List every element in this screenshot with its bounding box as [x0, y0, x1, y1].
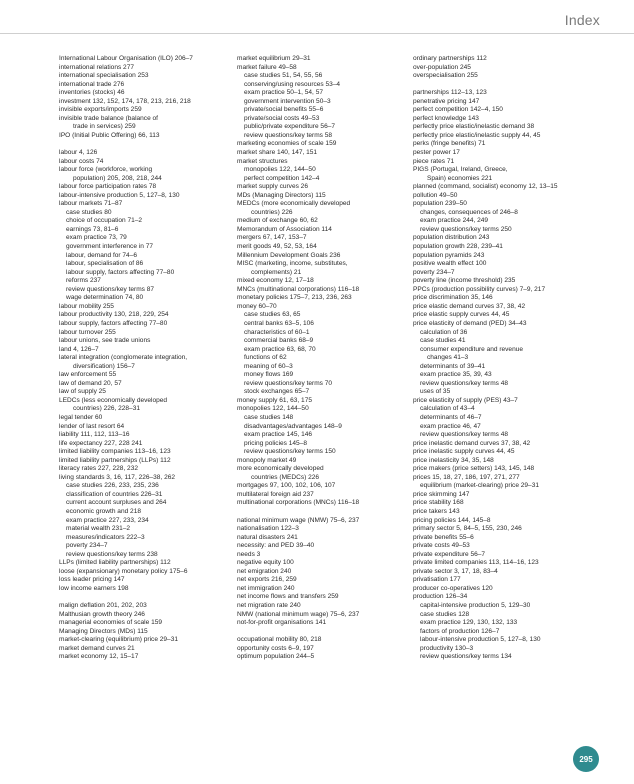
index-entry: limited liability companies 113–16, 123 — [59, 448, 171, 456]
index-entry: nationalisation 122–3 — [237, 525, 299, 533]
index-entry: price inelastic demand curves 37, 38, 42 — [413, 439, 531, 447]
index-entry: market equilibrium 29–31 — [237, 55, 311, 62]
index-entry: not-for-profit organisations 141 — [237, 619, 327, 627]
index-subentry: exam practice 35, 39, 43 — [420, 371, 492, 379]
index-subentry: classification of countries 226–31 — [66, 490, 163, 498]
index-subentry: capital-intensive production 5, 129–30 — [420, 602, 531, 609]
index-subentry: earnings 73, 81–6 — [66, 225, 119, 233]
index-subentry: material wealth 231–2 — [66, 525, 131, 533]
index-subentry: public/private expenditure 56–7 — [244, 123, 335, 131]
index-subentry: changes 41–3 — [427, 354, 469, 362]
index-subentry: exam practice 244, 249 — [420, 217, 489, 225]
index-subentry: wage determination 74, 80 — [66, 294, 144, 302]
index-column-3 — [413, 55, 603, 662]
index-entry: international trade 276 — [59, 80, 125, 88]
index-entry: labour markets 71–87 — [59, 200, 123, 208]
index-entry: net migration rate 240 — [237, 602, 301, 609]
index-entry: needs 3 — [237, 550, 261, 558]
index-entry: occupational mobility 80, 218 — [237, 636, 322, 644]
index-entry: inventories (stocks) 46 — [59, 89, 125, 97]
index-entry: population 239–50 — [413, 200, 467, 208]
index-entry: liability 111, 112, 113–16 — [59, 431, 130, 439]
index-entry: monopolies 122, 144–50 — [237, 405, 309, 413]
index-subentry: exam practice 129, 130, 132, 133 — [420, 619, 518, 627]
index-entry: poverty 234–7 — [413, 268, 455, 276]
index-entry: legal tender 60 — [59, 413, 103, 421]
index-entry: pricing policies 144, 145–8 — [413, 516, 491, 524]
index-entry: LEDCs (less economically developed — [59, 396, 168, 404]
index-entry: money supply 61, 63, 175 — [237, 396, 312, 404]
index-subentry: consumer expenditure and revenue — [420, 345, 523, 353]
index-entry: labour force (workforce, working — [59, 166, 153, 174]
index-subentry: uses of 35 — [420, 388, 451, 396]
index-subentry: calculation of 43–4 — [420, 405, 475, 413]
index-entry: IPO (Initial Public Offering) 66, 113 — [59, 131, 160, 139]
index-entry: mergers 67, 147, 153–7 — [237, 234, 307, 242]
index-subentry: countries) 226, 228–31 — [73, 405, 140, 413]
index-entry: natural disasters 241 — [237, 533, 298, 541]
index-entry: money 60–70 — [237, 302, 277, 310]
index-subentry: review questions/key terms 134 — [420, 653, 512, 661]
index-entry: perks (fringe benefits) 71 — [413, 140, 486, 148]
index-entry: market failure 49–58 — [237, 63, 297, 71]
index-entry: international relations 277 — [59, 63, 134, 71]
index-subentry: conserving/using resources 53–4 — [244, 80, 341, 88]
index-subentry: economic growth and 218 — [66, 507, 141, 515]
index-entry: more economically developed — [237, 465, 324, 473]
index-subentry: countries) 226 — [251, 208, 293, 216]
index-entry: population distribution 243 — [413, 234, 490, 242]
index-subentry: review questions/key terms 70 — [244, 379, 333, 387]
index-entry: price elasticity of supply (PES) 43–7 — [413, 396, 518, 404]
index-subentry: measures/indicators 222–3 — [66, 533, 145, 541]
index-column-1 — [59, 55, 239, 662]
index-subentry: current account surpluses and 264 — [66, 499, 167, 507]
index-entry: price elasticity of demand (PED) 34–43 — [413, 319, 527, 327]
index-subentry: functions of 62 — [244, 354, 287, 362]
index-entry: price makers (price setters) 143, 145, 148 — [413, 465, 535, 473]
index-subentry: review questions/key terms 48 — [420, 379, 509, 387]
index-entry: labour costs 74 — [59, 157, 104, 165]
index-subentry: diversification) 156–7 — [73, 362, 135, 370]
index-entry: Managing Directors (MDs) 115 — [59, 627, 148, 635]
index-entry: merit goods 49, 52, 53, 164 — [237, 243, 317, 251]
index-entry: market structures — [237, 157, 288, 165]
index-entry: pester power 17 — [413, 149, 460, 157]
index-entry: labour 4, 126 — [59, 149, 98, 157]
index-entry: poverty line (income threshold) 235 — [413, 277, 516, 285]
index-entry: partnerships 112–13, 123 — [413, 89, 487, 97]
index-subentry: case studies 63, 65 — [244, 311, 301, 319]
index-entry: price discrimination 35, 146 — [413, 294, 493, 302]
index-entry: managerial economies of scale 159 — [59, 619, 162, 627]
page-number: 295 — [579, 754, 593, 764]
header-rule — [0, 33, 634, 34]
index-entry: optimum population 244–5 — [237, 653, 315, 661]
index-entry: price inelasticity 34, 35, 148 — [413, 456, 494, 464]
index-subentry: exam practice 63, 68, 70 — [244, 345, 316, 353]
index-entry: labour unions, see trade unions — [59, 337, 151, 345]
index-entry: labour mobility 255 — [59, 302, 114, 310]
index-entry: production 126–34 — [413, 593, 468, 601]
index-entry: law of supply 25 — [59, 388, 106, 396]
index-entry: law of demand 20, 57 — [59, 379, 122, 387]
index-subentry: private/social costs 49–53 — [244, 114, 320, 122]
index-subentry: review questions/key terms 87 — [66, 285, 155, 293]
index-entry: private costs 49–53 — [413, 542, 470, 550]
index-subentry: case studies 148 — [244, 413, 294, 421]
index-entry: invisible exports/imports 259 — [59, 106, 142, 114]
index-subentry: poverty 234–7 — [66, 542, 108, 550]
index-entry: primary sector 5, 84–5, 155, 230, 246 — [413, 525, 522, 533]
index-subentry: exam practice 73, 79 — [66, 234, 127, 242]
index-subentry: case studies 51, 54, 55, 56 — [244, 72, 323, 80]
index-entry: ordinary partnerships 112 — [413, 55, 487, 62]
index-entry: necessity: and PED 39–40 — [237, 542, 315, 550]
index-entry: medium of exchange 60, 62 — [237, 217, 318, 225]
index-entry: net exports 216, 259 — [237, 576, 297, 584]
index-subentry: pricing policies 145–8 — [244, 439, 307, 447]
index-entry: over-population 245 — [413, 63, 471, 71]
index-entry: labour turnover 255 — [59, 328, 116, 336]
index-entry: population pyramids 243 — [413, 251, 485, 259]
index-subentry: central banks 63–5, 106 — [244, 319, 314, 327]
index-entry: MEDCs (more economically developed — [237, 200, 351, 208]
index-subentry: reforms 237 — [66, 277, 101, 285]
index-subentry: case studies 41 — [420, 337, 466, 345]
index-entry: PPCs (production possibility curves) 7–9, 217 — [413, 285, 546, 293]
index-entry: limited liability partnerships (LLPs) 112 — [59, 456, 171, 464]
index-subentry: trade in services) 259 — [73, 123, 136, 131]
index-entry: International Labour Organisation (ILO) 206–7 — [59, 55, 193, 62]
index-entry: Millennium Development Goals 236 — [237, 251, 341, 259]
index-entry: literacy rates 227, 228, 232 — [59, 465, 138, 473]
index-subentry: exam practice 227, 233, 234 — [66, 516, 149, 524]
index-gap — [59, 593, 239, 602]
index-subentry: productivity 130–3 — [420, 644, 474, 652]
index-entry: living standards 3, 16, 117, 226–38, 262 — [59, 473, 175, 481]
index-entry: price stability 168 — [413, 499, 464, 507]
index-entry: investment 132, 152, 174, 178, 213, 216, 218 — [59, 97, 191, 105]
index-subentry: exam practice 46, 47 — [420, 422, 481, 430]
index-subentry: determinants of 39–41 — [420, 362, 486, 370]
index-subentry: perfect competition 142–4 — [244, 174, 320, 182]
index-entry: low income earners 198 — [59, 584, 129, 592]
index-gap — [237, 508, 417, 517]
index-entry: law enforcement 55 — [59, 371, 117, 379]
index-entry: private expenditure 56–7 — [413, 550, 486, 558]
index-entry: market supply curves 26 — [237, 183, 308, 191]
index-entry: loose (expansionary) monetary policy 175–6 — [59, 567, 188, 575]
index-entry: market-clearing (equilibrium) price 29–31 — [59, 636, 178, 644]
index-entry: mixed economy 12, 17–18 — [237, 277, 314, 285]
index-entry: mortgages 97, 100, 102, 106, 107 — [237, 482, 336, 490]
index-entry: perfectly price elastic/inelastic supply 44, 45 — [413, 131, 541, 139]
page-header — [0, 0, 634, 40]
index-entry: negative equity 100 — [237, 559, 294, 567]
index-subentry: labour-intensive production 5, 127–8, 130 — [420, 636, 541, 644]
index-subentry: equilibrium (market-clearing) price 29–31 — [420, 482, 539, 490]
index-subentry: labour supply, factors affecting 77–80 — [66, 268, 175, 276]
index-subentry: private/social benefits 55–6 — [244, 106, 324, 114]
index-subentry: review questions/key terms 250 — [420, 225, 512, 233]
index-entry: penetrative pricing 147 — [413, 97, 480, 105]
index-entry: life expectancy 227, 228 241 — [59, 439, 143, 447]
index-column-2 — [237, 55, 417, 662]
index-entry: national minimum wage (NMW) 75–6, 237 — [237, 516, 360, 524]
index-entry: private limited companies 113, 114–16, 123 — [413, 559, 539, 567]
page-number-badge — [573, 746, 599, 772]
index-subentry: review questions/key terms 48 — [420, 431, 509, 439]
index-entry: loss leader pricing 147 — [59, 576, 125, 584]
index-entry: privatisation 177 — [413, 576, 461, 584]
index-entry: pollution 49–50 — [413, 191, 458, 199]
index-subentry: characteristics of 60–1 — [244, 328, 310, 336]
index-entry: market economy 12, 15–17 — [59, 653, 139, 661]
index-entry: PIGS (Portugal, Ireland, Greece, — [413, 166, 508, 174]
index-entry: price skimming 147 — [413, 490, 470, 498]
index-entry: prices 15, 18, 27, 186, 197, 271, 277 — [413, 473, 520, 481]
index-entry: population growth 228, 239–41 — [413, 243, 503, 251]
index-entry: price elastic demand curves 37, 38, 42 — [413, 302, 526, 310]
index-subentry: government intervention 50–3 — [244, 97, 331, 105]
index-entry: multilateral foreign aid 237 — [237, 490, 314, 498]
index-entry: malign deflation 201, 202, 203 — [59, 602, 147, 609]
index-subentry: Spain) economies 221 — [427, 174, 493, 182]
index-entry: overspecialisation 255 — [413, 72, 478, 80]
index-entry: private benefits 55–6 — [413, 533, 474, 541]
index-subentry: meaning of 60–3 — [244, 362, 293, 370]
index-subentry: factors of production 126–7 — [420, 627, 500, 635]
index-entry: international specialisation 253 — [59, 72, 149, 80]
index-entry: piece rates 71 — [413, 157, 455, 165]
index-entry: planned (command, socialist) economy 12, 13–15 — [413, 183, 558, 191]
index-subentry: review questions/key terms 150 — [244, 448, 336, 456]
index-subentry: case studies 226, 233, 235, 236 — [66, 482, 159, 490]
index-entry: price elastic supply curves 44, 45 — [413, 311, 510, 319]
index-entry: labour-intensive production 5, 127–8, 130 — [59, 191, 180, 199]
index-entry: perfect competition 142–4, 150 — [413, 106, 503, 114]
index-entry: monopoly market 49 — [237, 456, 297, 464]
index-subentry: case studies 80 — [66, 208, 112, 216]
index-entry: lateral integration (conglomerate integration, — [59, 354, 188, 362]
index-entry: opportunity costs 6–9, 197 — [237, 644, 314, 652]
index-entry: MISC (marketing, income, substitutes, — [237, 260, 348, 268]
index-entry: net income flows and transfers 259 — [237, 593, 339, 601]
index-entry: LLPs (limited liability partnerships) 112 — [59, 559, 171, 567]
index-subentry: labour, specialisation of 86 — [66, 260, 144, 268]
index-subentry: exam practice 50–1, 54, 57 — [244, 89, 323, 97]
index-entry: land 4, 126–7 — [59, 345, 99, 353]
index-entry: multinational corporations (MNCs) 116–18 — [237, 499, 360, 507]
index-entry: lender of last resort 64 — [59, 422, 125, 430]
index-entry: MDs (Managing Directors) 115 — [237, 191, 326, 199]
index-subentry: monopolies 122, 144–50 — [244, 166, 316, 174]
index-entry: price inelastic supply curves 44, 45 — [413, 448, 515, 456]
index-entry: Memorandum of Association 114 — [237, 225, 332, 233]
index-subentry: labour, demand for 74–6 — [66, 251, 137, 259]
index-entry: perfect knowledge 143 — [413, 114, 479, 122]
index-subentry: money flows 169 — [244, 371, 294, 379]
index-gap — [59, 140, 239, 149]
index-entry: positive wealth effect 100 — [413, 260, 487, 268]
index-gap — [413, 81, 603, 90]
index-subentry: review questions/key terms 238 — [66, 550, 158, 558]
index-gap — [237, 628, 417, 637]
index-subentry: review questions/key terms 58 — [244, 131, 333, 139]
index-entry: net emigration 240 — [237, 567, 292, 575]
index-entry: market demand curves 21 — [59, 644, 135, 652]
index-subentry: choice of occupation 71–2 — [66, 217, 143, 225]
index-subentry: countries (MEDCs) 226 — [251, 473, 320, 481]
index-subentry: stock exchanges 65–7 — [244, 388, 310, 396]
index-entry: private sector 3, 17, 18, 83–4 — [413, 567, 498, 575]
index-subentry: commercial banks 68–9 — [244, 337, 314, 345]
index-entry: perfectly price elastic/inelastic demand 38 — [413, 123, 535, 131]
index-entry: price takers 143 — [413, 507, 460, 515]
header-title: Index — [564, 12, 600, 28]
index-entry: labour productivity 130, 218, 229, 254 — [59, 311, 169, 319]
index-subentry: government interference in 77 — [66, 243, 153, 251]
index-entry: producer co-operatives 120 — [413, 584, 493, 592]
index-entry: monetary policies 175–7, 213, 236, 263 — [237, 294, 352, 302]
index-subentry: case studies 128 — [420, 610, 470, 618]
index-entry: MNCs (multinational corporations) 116–18 — [237, 285, 360, 293]
index-subentry: complements) 21 — [251, 268, 302, 276]
index-entry: Malthusian growth theory 246 — [59, 610, 145, 618]
index-entry: market share 140, 147, 151 — [237, 149, 318, 157]
index-entry: labour force participation rates 78 — [59, 183, 157, 191]
index-subentry: changes, consequences of 246–8 — [420, 208, 518, 216]
index-subentry: determinants of 46–7 — [420, 413, 482, 421]
index-subentry: exam practice 145, 146 — [244, 431, 313, 439]
index-subentry: calculation of 36 — [420, 328, 468, 336]
index-subentry: population) 205, 208, 218, 244 — [73, 174, 162, 182]
index-entry: invisible trade balance (balance of — [59, 114, 158, 122]
index-entry: labour supply, factors affecting 77–80 — [59, 319, 168, 327]
index-entry: NMW (national minimum wage) 75–6, 237 — [237, 610, 360, 618]
index-entry: marketing economies of scale 159 — [237, 140, 337, 148]
index-subentry: disadvantages/advantages 148–9 — [244, 422, 342, 430]
index-entry: net immigration 240 — [237, 584, 295, 592]
